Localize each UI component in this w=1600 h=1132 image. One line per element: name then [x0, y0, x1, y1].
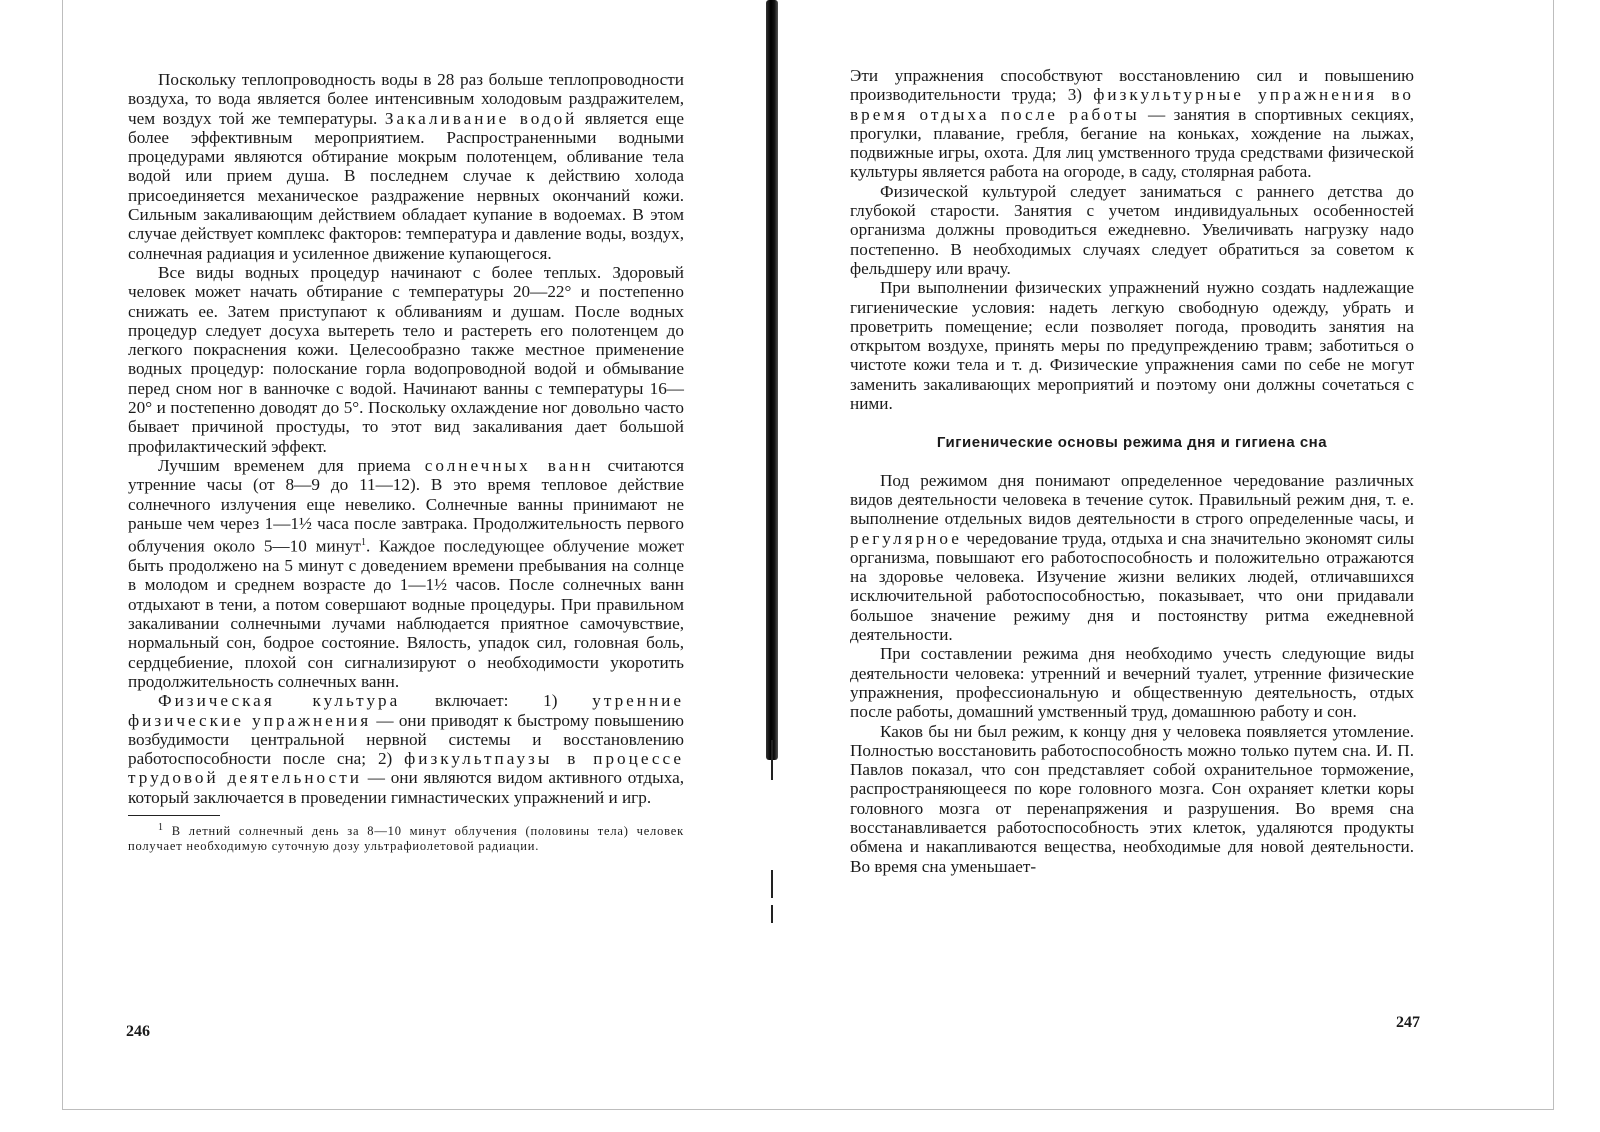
- paragraph: При составлении режима дня необходимо учесть следующие виды деятельности человека: утренний и вечерний туалет, утренние физические упражнения, профессиональную и общественную деятельность, отдых после работы, домашний умственный труд, домашнюю работу и сон.: [850, 644, 1414, 722]
- left-page: [128, 70, 684, 854]
- gutter-mark: [771, 870, 773, 898]
- paragraph: Физическая культура включает: 1) утренние физические упражнения — они приводят к быстрому повышению возбудимости центральной нервной системы и восстановлению работоспособности после сна; 2) физкультпаузы в процессе трудовой деятельности — они являются видом активного отдыха, который заключается в проведении гимнастических упражнений и игр.: [128, 691, 685, 807]
- book-gutter: [764, 0, 784, 1110]
- emphasized-text: Закаливание водой: [384, 108, 578, 128]
- paragraph: Физической культурой следует заниматься с раннего детства до глубокой старости. Занятия с учетом индивидуальных особенностей организма должны проводиться ежедневно. Увеличивать нагрузку надо постепенно. В необходимых случаях следует обратиться за советом к фельдшеру или врачу.: [850, 181, 1414, 278]
- emphasized-text: физкультпаузы в процессе трудовой деятельности: [128, 749, 684, 788]
- page-number-left: 246: [126, 1023, 150, 1040]
- emphasized-text: физкультурные упражнения во время отдыха после работы: [850, 85, 1414, 124]
- emphasized-text: утренние физические упражнения: [128, 691, 685, 730]
- footnote: $^1$ В летний солнечный день за 8—10 минут облучения (половины тела) человек получает необходимую суточную дозу ультрафиолетовой радиации.: [128, 822, 684, 854]
- footnote-ref: 1: [360, 537, 366, 549]
- paragraph: При выполнении физических упражнений нужно создать надлежащие гигиенические условия: надеть легкую свободную одежду, убрать и проветрить помещение; если позволяет погода, проводить занятия на открытом воздухе, принять меры по предупреждению травм; заботиться о чистоте кожи тела и т. д. Физические упражнения сами по себе не могут заменить закаливающих мероприятий и поэтому они должны сочетаться с ними.: [850, 278, 1414, 414]
- paragraph: Под режимом дня понимают определенное чередование различных видов деятельности человека в течение суток. Правильный режим дня, т. е. выполнение отдельных видов деятельности в строго определенные часы, и регулярное чередование труда, отдыха и сна значительно экономят силы организма, повышают его работоспособность и положительно отражаются на здоровье человека. Изучение жизни великих людей, отличавшихся исключительной работоспособностью, показывает, что они придавали большое значение режиму дня и постоянству ритма ежедневной деятельности.: [850, 470, 1414, 645]
- section-heading: Гигиенические основы режима дня и гигиена сна: [936, 434, 1328, 452]
- gutter-shadow: [766, 0, 778, 760]
- paragraph: Каков бы ни был режим, к концу дня у человека появляется утомление. Полностью восстановить работоспособность можно только путем сна. И. П. Павлов показал, что сон представляет собой охранительное торможение, распространяющееся по коре головного мозга. Сон охраняет клетки коры головного мозга от перенапряжения и разрушения. Во время сна восстанавливается работоспособность этих клеток, удаляются продукты обмена и накапливаются вещества, необходимые для новой деятельности. Во время сна уменьшает-: [850, 721, 1414, 876]
- footnote-divider: [128, 815, 220, 816]
- right-page: [850, 66, 1414, 876]
- emphasized-text: солнечных ванн: [424, 455, 594, 475]
- paragraph: Все виды водных процедур начинают с более теплых. Здоровый человек может начать обтирание с температуры 20—22° и постепенно снижать ее. Затем приступают к обливаниям и душам. После водных процедур следует досуха вытереть тело и растереть его полотенцем до легкого покраснения кожи. Целесообразно также местное применение водных процедур: полоскание горла водопроводной водой и обмывание перед сном ног в ванночке с водой. Начинают ванны с температуры 16—20° и постепенно доводят до 5°. Поскольку охлаждение ног довольно часто бывает причиной простуды, то этот вид закаливания дает большой профилактический эффект.: [128, 262, 684, 456]
- page-number-right: 247: [1396, 1014, 1420, 1031]
- emphasized-text: Физическая культура: [158, 691, 401, 711]
- paragraph: Лучшим временем для приема солнечных ванн считаются утренние часы (от 8—9 до 11—12). В это время тепловое действие солнечного излучения еще невелико. Солнечные ванны принимают не раньше чем через 1—1½ часа после завтрака. Продолжительность первого облучения около 5—10 минут$^1$. Каждое последующее облучение может быть продолжено на 5 минут с доведением времени пребывания на солнце в молодом и среднем возрасте до 1—1½ часов. После солнечных ванн отдыхают в тени, а потом совершают водные процедуры. При правильном закаливании солнечными лучами наблюдается приятное самочувствие, нормальный сон, бодрое состояние. Вялость, упадок сил, головная боль, сердцебиение, плохой сон сигнализируют о необходимости укоротить продолжительность солнечных ванн.: [128, 455, 684, 691]
- gutter-mark: [771, 740, 773, 780]
- paragraph: Поскольку теплопроводность воды в 28 раз больше теплопроводности воздуха, то вода является более интенсивным холодовым раздражителем, чем воздух той же температуры. Закаливание водой является еще более эффективным мероприятием. Распространенными водными процедурами являются обтирание мокрым полотенцем, обливание тела водой или прием душа. В последнем случае к действию холода присоединяется механическое раздражение нервных окончаний кожи. Сильным закаливающим действием обладает купание в водоемах. В этом случае действует комплекс факторов: температура и давление воды, воздух, солнечная радиация и усиленное движение купающегося.: [128, 70, 685, 263]
- paragraph: Эти упражнения способствуют восстановлению сил и повышению производительности труда; 3) физкультурные упражнения во время отдыха после работы — занятия в спортивных секциях, прогулки, плавание, гребля, бегание на коньках, хождение на лыжах, подвижные игры, охота. Для лиц умственного труда средствами физической культуры является работа на огороде, в саду, столярная работа.: [850, 66, 1414, 182]
- emphasized-text: регулярное: [850, 528, 962, 548]
- gutter-mark: [771, 905, 773, 923]
